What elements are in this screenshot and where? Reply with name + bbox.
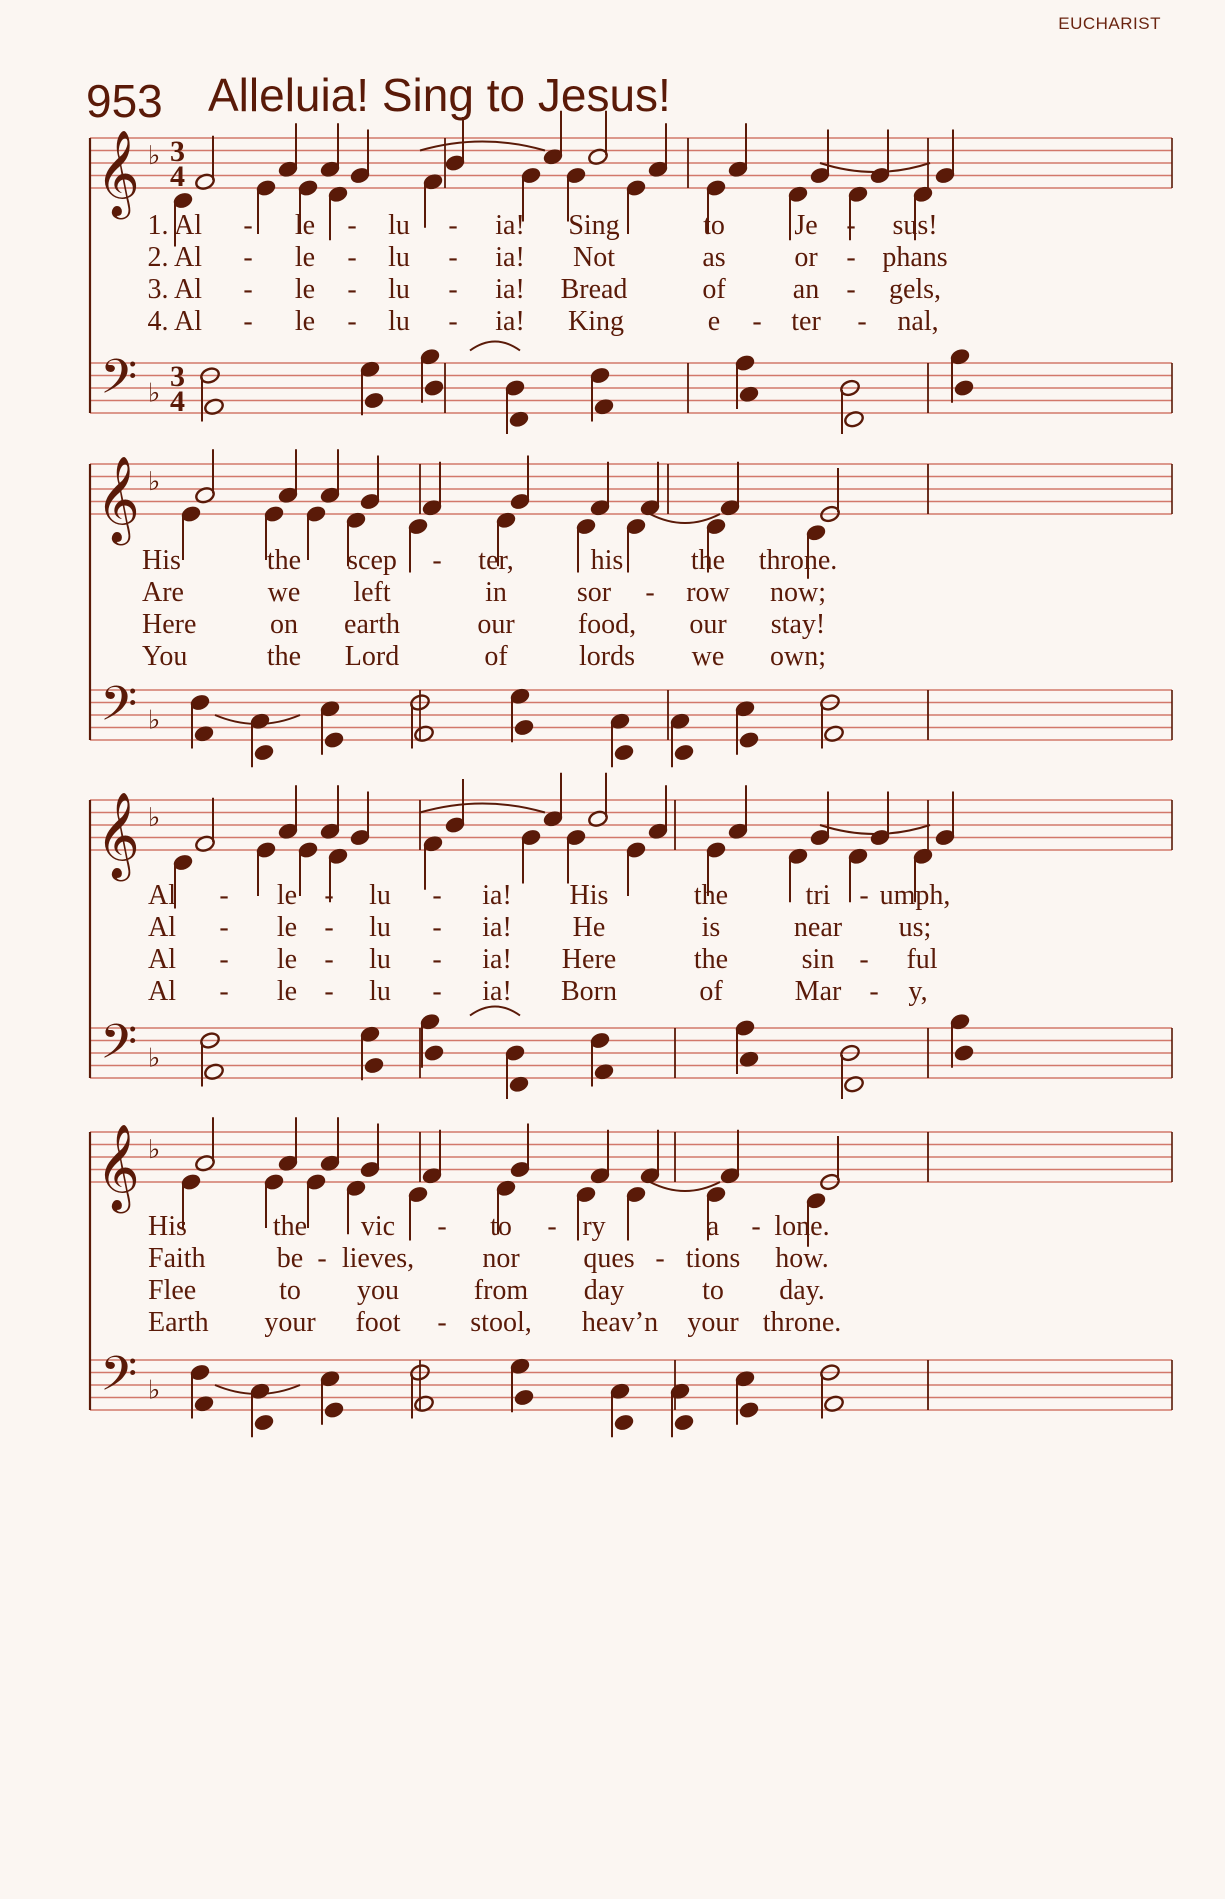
slur [650,514,720,523]
lyric-syllable: sin [801,944,835,975]
hyphen: - [432,912,442,943]
note [625,1185,647,1240]
flat-icon: ♭ [148,803,161,833]
lyric-syllable: your [687,1307,739,1338]
lyric-syllable: His [569,880,609,911]
lyric-syllable: Lord [344,641,400,672]
lyric-syllable: ques [583,1243,635,1274]
lyric-syllable: le [294,306,316,337]
flat-icon: ♭ [148,1135,161,1165]
lyric-syllable: 2. Al [147,242,202,273]
hyphen: - [243,210,253,241]
lyric-syllable: food, [577,609,637,640]
note [255,179,277,234]
lyric-syllable: le [276,880,298,911]
hyphen: - [655,1243,665,1274]
time-signature-top: 3 [170,360,185,393]
treble-clef-icon: 𝄞 [96,130,140,216]
bass-staff [90,1028,1172,1078]
lyric-syllable: our [477,609,515,640]
lyric-syllable: now; [770,577,826,608]
lyric-syllable: lu [388,210,410,241]
lyric-syllable: You [142,641,188,672]
lyric-syllable: le [294,242,316,273]
note [520,828,542,883]
lyric-syllable: le [276,944,298,975]
hyphen: - [645,577,655,608]
lyric-syllable: Not [573,242,615,273]
flat-icon: ♭ [148,378,161,409]
hyphen: - [448,210,458,241]
time-signature-bottom: 4 [170,160,185,193]
lyric-syllable: lieves, [341,1243,415,1274]
note [513,718,535,737]
lyric-syllable: le [276,976,298,1007]
lyric-syllable: ter [791,306,821,337]
note [513,1388,535,1407]
lyric-syllable: to [702,1275,724,1306]
lyric-syllable: foot [355,1307,401,1338]
lyric-syllable: we [267,577,301,608]
note [297,841,319,896]
lyric-syllable: Je [794,210,818,241]
lyric-syllable: ia! [495,306,525,337]
note [738,1401,760,1420]
lyric-syllable: Here [142,609,197,640]
hymn-title: Alleluia! Sing to Jesus! [208,69,671,121]
hyphen: - [347,210,357,241]
treble-staff [90,1132,1172,1182]
hyphen: - [317,1243,327,1274]
lyric-syllable: throne. [758,545,838,576]
treble-staff [90,464,1172,514]
hyphen: - [219,944,229,975]
hyphen: - [547,1211,557,1242]
hyphen: - [752,306,762,337]
lyric-syllable: day [583,1275,625,1306]
lyric-syllable: heav’n [581,1307,659,1338]
lyric-syllable: earth [344,609,400,640]
lyric-syllable: be [276,1243,304,1274]
lyric-syllable: lu [369,912,391,943]
lyric-syllable: in [485,577,507,608]
lyric-syllable: the [272,1211,308,1242]
lyric-syllable: 4. Al [147,306,202,337]
lyric-syllable: le [294,274,316,305]
treble-clef-icon: 𝄞 [96,456,140,542]
lyric-syllable: Al [148,912,176,943]
slur [420,804,545,813]
lyric-syllable: the [693,944,729,975]
lyric-syllable: ia! [495,242,525,273]
note [423,1044,445,1063]
lyric-syllable: lu [369,976,391,1007]
hyphen: - [859,880,869,911]
note [953,379,975,398]
hyphen: - [219,912,229,943]
lyric-syllable: his [590,545,624,576]
section-tag: EUCHARIST [1058,14,1161,33]
lyric-syllable: lu [388,306,410,337]
note [323,731,345,750]
lyric-syllable: ia! [482,976,512,1007]
slur [470,1007,520,1016]
lyric-syllable: tri [805,880,831,911]
flat-icon: ♭ [148,1043,161,1074]
slur [650,1182,720,1191]
lyric-syllable: lone. [774,1211,830,1242]
lyric-syllable: the [266,641,302,672]
lyric-syllable: a [706,1211,720,1242]
hyphen: - [324,944,334,975]
note [180,505,202,560]
lyric-syllable: Earth [148,1307,209,1338]
lyric-syllable: own; [770,641,826,672]
bass-clef-icon: 𝄢 [100,348,138,417]
note [422,172,444,227]
lyric-syllable: we [691,641,725,672]
slur [420,142,545,151]
hyphen: - [243,274,253,305]
hymn-number: 953 [86,75,163,127]
lyric-syllable: your [264,1307,316,1338]
lyric-syllable: lu [369,880,391,911]
lyric-syllable: vic [360,1211,396,1242]
note [625,179,647,234]
lyric-syllable: lu [369,944,391,975]
bass-clef-icon: 𝄢 [100,1013,138,1082]
hyphen: - [219,976,229,1007]
lyric-syllable: Flee [148,1275,197,1306]
note [407,517,429,572]
hyphen: - [859,944,869,975]
lyric-syllable: throne. [762,1307,842,1338]
lyric-syllable: le [276,912,298,943]
lyric-syllable: ia! [482,944,512,975]
treble-clef-icon: 𝄞 [96,1124,140,1210]
lyric-syllable: as [702,242,726,273]
lyric-syllable: the [266,545,302,576]
note [255,841,277,896]
lyric-syllable: our [689,609,727,640]
lyric-syllable: 1. Al [147,210,202,241]
hyphen: - [432,944,442,975]
lyric-syllable: Mar [794,976,842,1007]
hyphen: - [846,210,856,241]
lyric-syllable: His [148,1211,187,1242]
lyric-syllable: you [357,1275,399,1306]
lyric-syllable: row [686,577,730,608]
hyphen: - [243,306,253,337]
lyric-syllable: ful [906,944,938,975]
bass-clef-icon: 𝄢 [100,675,138,744]
lyric-syllable: ry [582,1211,606,1242]
hyphen: - [448,274,458,305]
lyric-syllable: to [703,210,725,241]
lyric-syllable: e [707,306,721,337]
lyric-syllable: lu [388,242,410,273]
lyric-syllable: Sing [568,210,620,241]
lyric-syllable: le [294,210,316,241]
lyric-syllable: Bread [560,274,628,305]
treble-staff [90,800,1172,850]
lyric-syllable: sor [576,577,612,608]
lyric-syllable: 3. Al [147,274,202,305]
hyphen: - [219,880,229,911]
hyphen: - [324,976,334,1007]
lyric-syllable: nal, [897,306,939,337]
treble-clef-icon: 𝄞 [96,792,140,878]
lyric-syllable: ter, [478,545,514,576]
lyric-syllable: ia! [482,912,512,943]
lyric-syllable: on [270,609,298,640]
lyric-syllable: tions [685,1243,741,1274]
lyric-syllable: gels, [888,274,942,305]
flat-icon: ♭ [148,1375,161,1406]
lyric-syllable: phans [882,242,948,273]
hyphen: - [448,306,458,337]
hyphen: - [347,242,357,273]
slur [470,342,520,351]
hyphen: - [432,976,442,1007]
note [323,1401,345,1420]
flat-icon: ♭ [148,705,161,736]
lyric-syllable: His [142,545,181,576]
lyric-syllable: Al [148,976,176,1007]
time-signature-top: 3 [170,135,185,168]
hyphen: - [347,274,357,305]
lyric-syllable: stool, [470,1307,532,1338]
note [305,505,327,560]
note [423,379,445,398]
lyric-syllable: sus! [892,210,938,241]
lyric-syllable: how. [775,1243,829,1274]
hyphen: - [869,976,879,1007]
lyric-syllable: lu [388,274,410,305]
lyric-syllable: of [699,976,723,1007]
note [363,1056,385,1075]
hyphen: - [751,1211,761,1242]
lyric-syllable: ia! [495,210,525,241]
lyric-syllable: us; [898,912,932,943]
note [613,1413,635,1432]
lyric-syllable: day. [779,1275,825,1306]
note [565,828,587,883]
lyric-syllable: y, [908,976,928,1007]
lyric-syllable: left [353,577,391,608]
lyric-syllable: Are [142,577,184,608]
time-signature-bottom: 4 [170,385,185,418]
lyric-syllable: ia! [495,274,525,305]
hyphen: - [846,274,856,305]
note [407,1185,429,1240]
lyric-syllable: nor [482,1243,520,1274]
treble-staff [90,138,1172,188]
hyphen: - [437,1211,447,1242]
lyric-syllable: Al [148,880,176,911]
note [305,1173,327,1228]
hyphen: - [243,242,253,273]
lyric-syllable: Faith [148,1243,206,1274]
lyric-syllable: of [702,274,726,305]
lyric-syllable: King [568,306,624,337]
lyric-syllable: is [701,912,721,943]
note [953,1044,975,1063]
hyphen: - [448,242,458,273]
bass-clef-icon: 𝄢 [100,1345,138,1414]
hyphen: - [324,912,334,943]
note [625,517,647,572]
flat-icon: ♭ [148,467,161,497]
lyric-syllable: Born [561,976,617,1007]
hyphen: - [437,1307,447,1338]
lyric-syllable: near [793,912,843,943]
lyric-syllable: lords [579,641,635,672]
lyric-syllable: of [484,641,508,672]
note [673,1413,695,1432]
note [625,841,647,896]
lyric-syllable: scep [347,545,397,576]
lyric-syllable: stay! [770,609,826,640]
lyric-syllable: from [473,1275,529,1306]
note [363,391,385,410]
lyric-syllable: Here [561,944,617,975]
flat-icon: ♭ [148,141,161,171]
bass-staff [90,363,1172,413]
hyphen: - [846,242,856,273]
hyphen: - [324,880,334,911]
hyphen: - [857,306,867,337]
lyric-syllable: ia! [482,880,512,911]
lyric-syllable: to [279,1275,301,1306]
note [327,185,349,240]
lyric-syllable: an [792,274,820,305]
hyphen: - [432,880,442,911]
lyric-syllable: Al [148,944,176,975]
lyric-syllable: to [490,1211,512,1242]
lyric-syllable: He [572,912,606,943]
lyric-syllable: or [794,242,818,273]
lyric-syllable: the [693,880,729,911]
hyphen: - [432,545,442,576]
note [253,1413,275,1432]
lyric-syllable: the [690,545,726,576]
lyric-syllable: umph, [879,880,951,911]
note [738,731,760,750]
hyphen: - [347,306,357,337]
